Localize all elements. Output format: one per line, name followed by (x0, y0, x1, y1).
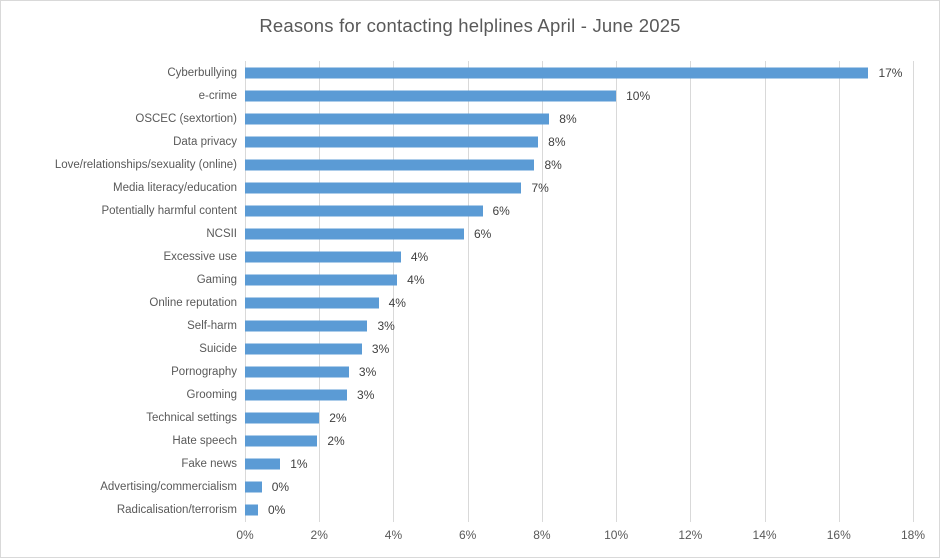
bar-row (1, 384, 939, 407)
bar (245, 436, 317, 447)
category-label: Suicide (199, 343, 237, 356)
bar-row (1, 222, 939, 245)
category-label: e-crime (198, 89, 237, 102)
bar (245, 344, 362, 355)
value-label: 4% (407, 272, 425, 287)
bar-row (1, 153, 939, 176)
category-label: Advertising/commercialism (100, 481, 237, 494)
value-label: 1% (290, 457, 308, 472)
x-axis-tick-label: 4% (384, 528, 403, 542)
value-label: 0% (267, 503, 286, 518)
category-label: Data privacy (173, 135, 237, 148)
bar-row (1, 61, 939, 84)
bar (245, 228, 464, 239)
bar (245, 482, 262, 493)
value-label: 0% (271, 480, 290, 495)
value-label: 6% (473, 226, 492, 241)
bar-row (1, 268, 939, 291)
category-label: Potentially harmful content (101, 204, 237, 217)
x-axis-tick-label: 16% (826, 528, 851, 542)
category-label: Cyberbullying (167, 66, 237, 79)
value-label: 3% (377, 319, 395, 334)
bar (245, 251, 401, 262)
chart-title: Reasons for contacting helplines April - June 2025 (259, 15, 681, 36)
x-axis-tick-label: 2% (310, 528, 328, 542)
x-axis-tick-label: 18% (900, 528, 926, 542)
value-label: 2% (327, 434, 345, 449)
bar-row (1, 430, 939, 453)
bar (245, 205, 483, 216)
value-label: 8% (544, 157, 562, 172)
category-label: Media literacy/education (112, 181, 237, 194)
x-axis-tick-label: 0% (236, 528, 254, 542)
value-label: 8% (548, 134, 566, 149)
bar (245, 159, 534, 170)
bar-row (1, 245, 939, 268)
x-axis-tick-label: 8% (533, 528, 551, 542)
x-axis-tick-label: 10% (604, 528, 629, 542)
bar-row (1, 361, 939, 384)
category-label: OSCEC (sextortion) (135, 112, 237, 125)
bar (245, 367, 349, 378)
bar (245, 321, 367, 332)
category-label: Hate speech (172, 435, 237, 448)
bar-row (1, 176, 939, 199)
bar (245, 298, 379, 309)
value-label: 3% (357, 388, 375, 403)
category-label: Gaming (196, 273, 237, 286)
category-label: Online reputation (149, 297, 237, 310)
x-axis-tick-label: 12% (678, 528, 703, 542)
category-label: Excessive use (163, 250, 237, 263)
bar (245, 90, 616, 101)
category-label: Fake news (181, 458, 237, 471)
value-label: 7% (531, 180, 549, 195)
category-label: Grooming (186, 389, 237, 402)
value-label: 17% (878, 65, 903, 80)
bar-row (1, 499, 939, 522)
value-label: 2% (329, 411, 347, 426)
bar (245, 413, 319, 424)
bar (245, 182, 521, 193)
bar (245, 113, 549, 124)
category-label: Technical settings (146, 412, 237, 425)
bar-row (1, 315, 939, 338)
value-label: 4% (410, 249, 429, 264)
category-label: Self-harm (187, 320, 237, 333)
bar-row (1, 199, 939, 222)
category-label: NCSII (206, 227, 237, 240)
bar-row (1, 84, 939, 107)
bar-row (1, 292, 939, 315)
bar (245, 459, 280, 470)
value-label: 8% (559, 111, 577, 126)
bar-row (1, 476, 939, 499)
category-label: Love/relationships/sexuality (online) (54, 158, 237, 171)
bar (245, 67, 868, 78)
bar-row (1, 453, 939, 476)
value-label: 3% (358, 365, 377, 380)
bar-row (1, 338, 939, 361)
bar (245, 136, 538, 147)
value-label: 10% (626, 88, 651, 103)
bar-row (1, 107, 939, 130)
value-label: 6% (492, 203, 510, 218)
bar (245, 505, 258, 516)
bar (245, 274, 397, 285)
value-label: 3% (371, 342, 390, 357)
x-axis-tick-label: 14% (752, 528, 777, 542)
bar (245, 390, 347, 401)
bar-row (1, 407, 939, 430)
bar-row (1, 130, 939, 153)
category-label: Radicalisation/terrorism (116, 504, 237, 517)
category-label: Pornography (171, 366, 237, 379)
value-label: 4% (388, 296, 406, 311)
x-axis-tick-label: 6% (458, 528, 477, 542)
